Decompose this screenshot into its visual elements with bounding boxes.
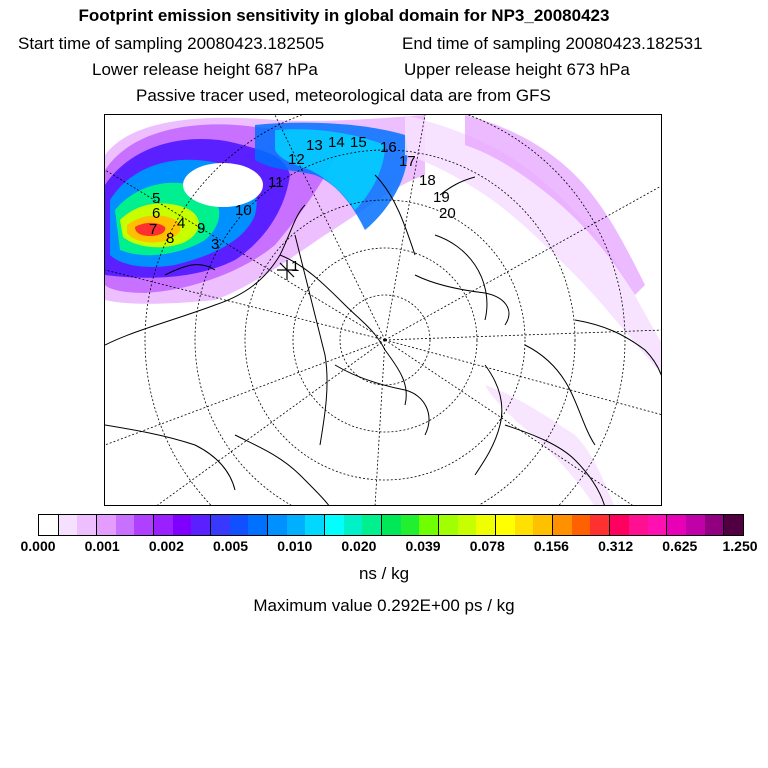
- trajectory-label: 8: [166, 230, 175, 247]
- colorbar-cell: [173, 515, 192, 535]
- trajectory-label: 18: [419, 172, 436, 189]
- colorbar-cell: [496, 515, 515, 535]
- colorbar-cell: [305, 515, 325, 535]
- colorbar-cell: [362, 515, 382, 535]
- lower-height-label: Lower release height 687 hPa: [92, 60, 318, 79]
- trajectory-label: 16: [380, 139, 397, 156]
- colorbar-cell: [476, 515, 496, 535]
- colorbar-cell: [382, 515, 401, 535]
- colorbar-tick-label: 0.001: [84, 538, 120, 554]
- colorbar-tick-labels: [0, 538, 768, 558]
- colorbar-cell: [268, 515, 287, 535]
- colorbar-cell: [97, 515, 116, 535]
- colorbar-cell: [667, 515, 686, 535]
- colorbar-cell: [533, 515, 553, 535]
- colorbar-tick-label: 0.000: [20, 538, 56, 554]
- trajectory-label: 17: [399, 153, 416, 170]
- colorbar-tick-label: 0.002: [148, 538, 184, 554]
- colorbar-cell: [572, 515, 591, 535]
- colorbar-cell: [116, 515, 135, 535]
- colorbar-tick-label: 0.078: [469, 538, 505, 554]
- colorbar-cell: [629, 515, 648, 535]
- colorbar-cell: [287, 515, 306, 535]
- maximum-value-label: Maximum value 0.292E+00 ps / kg: [253, 596, 515, 615]
- colorbar-cell: [344, 515, 363, 535]
- trajectory-label: 20: [439, 205, 456, 222]
- colorbar-cell: [39, 515, 59, 535]
- trajectory-label: 11: [268, 174, 284, 191]
- trajectory-label: 9: [197, 220, 206, 237]
- colorbar-cell: [648, 515, 668, 535]
- colorbar-cell: [401, 515, 420, 535]
- plot-title: Footprint emission sensitivity in global domain for NP3_20080423: [78, 6, 610, 25]
- colorbar-cell: [154, 515, 173, 535]
- colorbar-cell: [211, 515, 230, 535]
- trajectory-label: 6: [152, 205, 161, 222]
- colorbar-tick-label: 0.039: [405, 538, 441, 554]
- trajectory-label: 1: [291, 258, 300, 275]
- colorbar-cell: [686, 515, 705, 535]
- trajectory-label: 7: [149, 221, 158, 238]
- trajectory-label: 5: [152, 190, 161, 207]
- trajectory-label: 13: [306, 137, 323, 154]
- colorbar-cell: [59, 515, 78, 535]
- colorbar-cell: [248, 515, 268, 535]
- tracer-note: Passive tracer used, meteorological data are from GFS: [136, 86, 551, 105]
- trajectory-label: 15: [350, 134, 367, 151]
- colorbar-tick-label: 0.312: [598, 538, 634, 554]
- colorbar: [38, 514, 744, 536]
- colorbar-cell: [134, 515, 154, 535]
- trajectory-label: 3: [211, 236, 220, 253]
- map-panel: [104, 114, 662, 506]
- sensitivity-field: [105, 115, 662, 506]
- colorbar-cell: [77, 515, 97, 535]
- colorbar-tick-label: 0.020: [341, 538, 377, 554]
- colorbar-cell: [705, 515, 725, 535]
- colorbar-tick-label: 1.250: [722, 538, 758, 554]
- colorbar-cell: [191, 515, 211, 535]
- map-svg: [105, 115, 662, 506]
- trajectory-label: 10: [235, 202, 252, 219]
- units-label: ns / kg: [358, 564, 410, 583]
- colorbar-cell: [419, 515, 439, 535]
- colorbar-cell: [439, 515, 458, 535]
- trajectory-label: 14: [328, 134, 345, 151]
- trajectory-label: 4: [177, 215, 186, 232]
- colorbar-tick-label: 0.156: [533, 538, 569, 554]
- colorbar-cell: [724, 515, 743, 535]
- upper-height-label: Upper release height 673 hPa: [404, 60, 630, 79]
- end-time-label: End time of sampling 20080423.182531: [402, 34, 703, 53]
- colorbar-cell: [515, 515, 534, 535]
- colorbar-tick-label: 0.010: [277, 538, 313, 554]
- colorbar-cell: [553, 515, 572, 535]
- colorbar-cell: [230, 515, 249, 535]
- colorbar-tick-label: 0.005: [213, 538, 249, 554]
- trajectory-label: 19: [433, 189, 450, 206]
- colorbar-tick-label: 0.625: [662, 538, 698, 554]
- colorbar-cell: [458, 515, 477, 535]
- colorbar-cell: [590, 515, 610, 535]
- trajectory-label: 12: [288, 151, 305, 168]
- colorbar-cell: [325, 515, 344, 535]
- colorbar-cell: [610, 515, 629, 535]
- start-time-label: Start time of sampling 20080423.182505: [18, 34, 325, 53]
